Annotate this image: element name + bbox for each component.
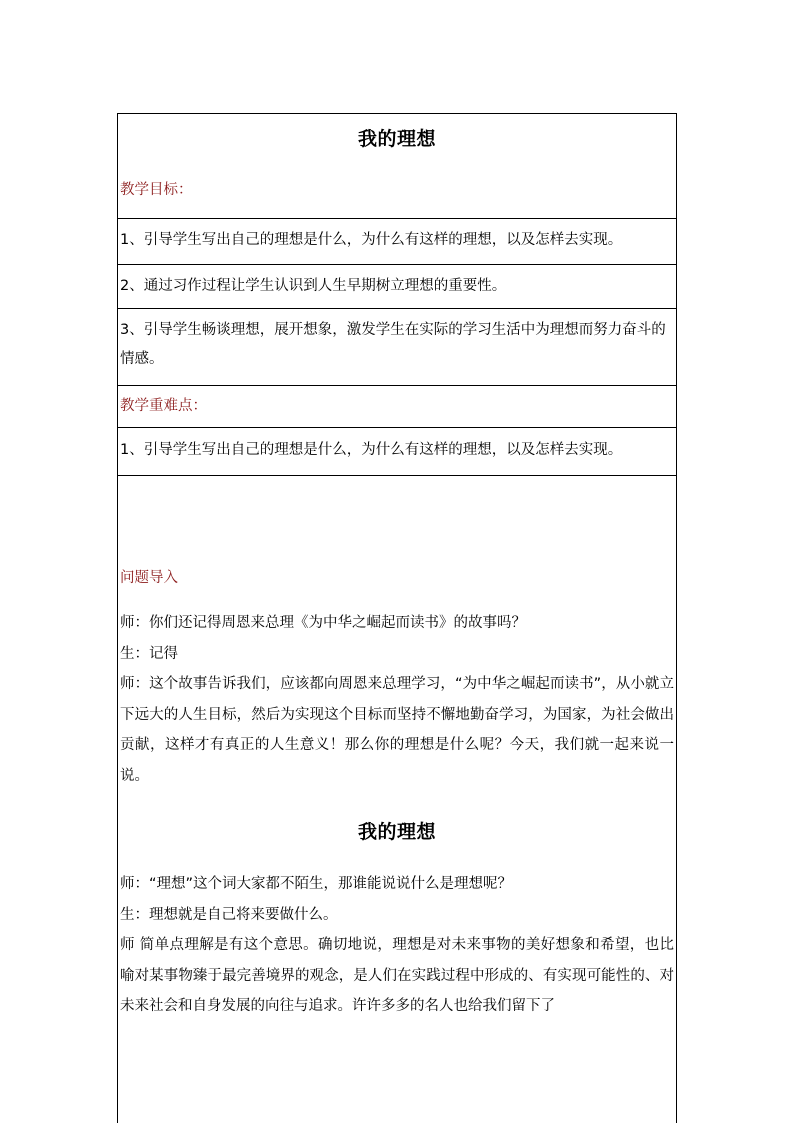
objectives-heading-cell: [118, 158, 676, 219]
objective-item: 1、引导学生写出自己的理想是什么，为什么有这样的理想，以及怎样去实现。: [120, 232, 623, 248]
keypoints-heading-cell: [118, 386, 676, 428]
dialogue-line: 师：这个故事告诉我们，应该都向周恩来总理学习，“为中华之崛起而读书”，从小就立下远大的人生目标，然后为实现这个目标而坚持不懈地勤奋学习，为国家，为社会做出贡献，这样才有真正的人生意义！那么你的理想是什么呢？今天，我们就一起来说一说。: [120, 676, 674, 784]
objective-row: [118, 219, 676, 265]
objectives-heading: 教学目标：: [120, 182, 193, 198]
objective-item: 2、通过习作过程让学生认识到人生早期树立理想的重要性。: [120, 278, 507, 294]
objective-item: 3、引导学生畅谈理想，展开想象，激发学生在实际的学习生活中为理想而努力奋斗的情感。: [120, 322, 666, 367]
dialogue-line: 师：“理想”这个词大家都不陌生，那谁能说说什么是理想呢？: [120, 876, 513, 892]
keypoint-item: 1、引导学生写出自己的理想是什么，为什么有这样的理想，以及怎样去实现。: [120, 442, 623, 458]
dialogue-line: 生：理想就是自己将来要做什么。: [120, 906, 338, 923]
section-dialogue: [118, 869, 676, 1022]
lesson-body: [118, 476, 676, 1123]
dialogue-line: 生：记得: [120, 645, 178, 662]
intro-dialogue: [118, 608, 676, 791]
objective-row: [118, 265, 676, 309]
document-title: 我的理想: [357, 128, 436, 150]
objective-row: [118, 309, 676, 386]
lesson-table: [117, 113, 677, 1123]
dialogue-line: 师：你们还记得周恩来总理《为中华之崛起而读书》的故事吗？: [120, 615, 526, 631]
keypoints-heading: 教学重难点：: [120, 398, 207, 414]
dialogue-line: 师 简单点理解是有这个意思。确切地说，理想是对未来事物的美好想象和希望，也比喻对某事物臻于最完善境界的观念，是人们在实践过程中形成的、有实现可能性的、对未来社会和自身发展的向往与追求。许许多多的名人也给我们留下了: [120, 937, 674, 1014]
keypoint-row: [118, 428, 676, 476]
section-title: 我的理想: [357, 821, 436, 843]
intro-heading: 问题导入: [120, 570, 178, 586]
